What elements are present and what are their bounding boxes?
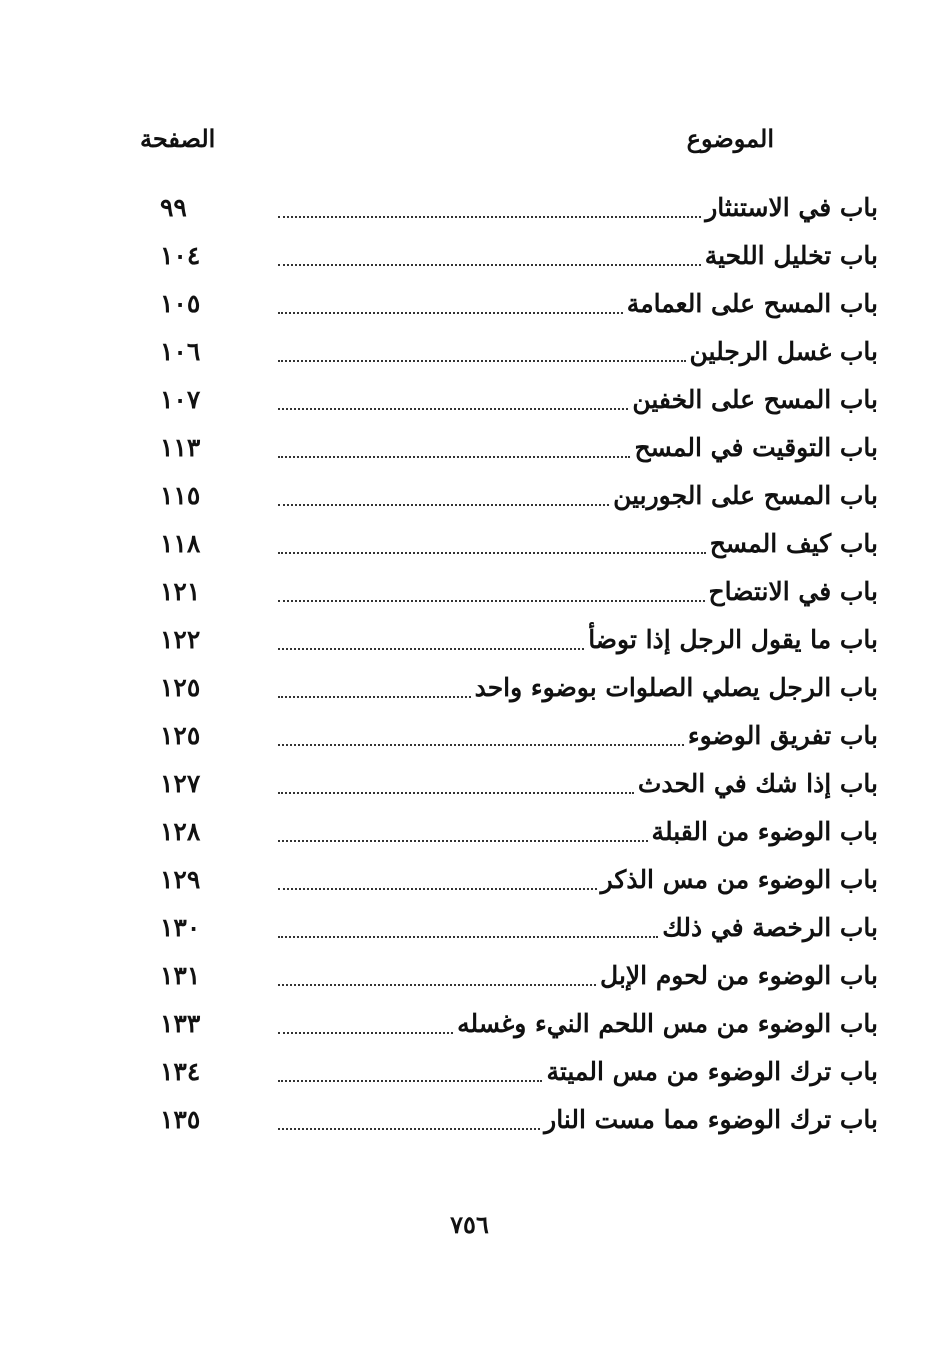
toc-entry-title: باب الوضوء من مس الذكر — [600, 865, 878, 894]
toc-entry-title: باب المسح على الجوربين — [613, 481, 878, 510]
toc-entry-page: ١٢٩ — [160, 865, 201, 894]
dot-leader — [278, 455, 630, 458]
toc-row — [150, 620, 878, 668]
toc-entry-title: باب في الاستنثار — [705, 193, 878, 222]
dot-leader — [278, 839, 648, 842]
dot-leader — [278, 407, 628, 410]
toc-entry — [278, 236, 878, 276]
page-column-heading: الصفحة — [140, 124, 216, 153]
toc-entry — [278, 1100, 878, 1140]
toc-entry — [278, 428, 878, 468]
toc-entry-title: باب الرجل يصلي الصلوات بوضوء واحد — [474, 673, 878, 702]
toc-row — [150, 476, 878, 524]
dot-leader — [278, 647, 584, 650]
toc-entry-title: باب الوضوء من لحوم الإبل — [600, 961, 878, 990]
toc-entry — [278, 956, 878, 996]
toc-entry-page: ١١٥ — [160, 481, 201, 510]
toc-entry — [278, 524, 878, 564]
toc-entry — [278, 764, 878, 804]
toc-entry-page: ٩٩ — [160, 193, 187, 222]
dot-leader — [278, 263, 701, 266]
toc-entry-page: ١٣١ — [160, 961, 201, 990]
toc-entry-page: ١٢٧ — [160, 769, 201, 798]
toc-row — [150, 1100, 878, 1148]
toc-entry-title: باب ترك الوضوء من مس الميتة — [546, 1057, 878, 1086]
toc-entry-page: ١٣٥ — [160, 1105, 201, 1134]
toc-row — [150, 860, 878, 908]
table-of-contents — [150, 188, 878, 1148]
toc-row — [150, 668, 878, 716]
toc-entry-page: ١٠٤ — [160, 241, 201, 270]
dot-leader — [278, 791, 634, 794]
toc-entry-title: باب غسل الرجلين — [689, 337, 878, 366]
topic-column-heading: الموضوع — [686, 124, 774, 153]
toc-row — [150, 908, 878, 956]
toc-entry-title: باب الوضوء من مس اللحم النيء وغسله — [457, 1009, 878, 1038]
toc-entry — [278, 860, 878, 900]
toc-entry — [278, 572, 878, 612]
toc-entry-title: باب تخليل اللحية — [704, 241, 878, 270]
toc-row — [150, 716, 878, 764]
toc-entry — [278, 284, 878, 324]
dot-leader — [278, 695, 471, 698]
toc-entry-page: ١٠٧ — [160, 385, 201, 414]
toc-entry — [278, 380, 878, 420]
toc-entry — [278, 476, 878, 516]
toc-entry — [278, 908, 878, 948]
dot-leader — [278, 935, 658, 938]
dot-leader — [278, 983, 596, 986]
toc-entry-title: باب ما يقول الرجل إذا توضأ — [588, 625, 878, 654]
toc-entry-title: باب الوضوء من القبلة — [651, 817, 878, 846]
toc-entry — [278, 668, 878, 708]
toc-entry-page: ١٠٥ — [160, 289, 201, 318]
toc-row — [150, 188, 878, 236]
toc-entry-page: ١٣٠ — [160, 913, 201, 942]
toc-entry-page: ١٢٢ — [160, 625, 201, 654]
toc-entry-title: باب الرخصة في ذلك — [662, 913, 878, 942]
toc-entry — [278, 716, 878, 756]
dot-leader — [278, 887, 597, 890]
toc-entry — [278, 1052, 878, 1092]
toc-row — [150, 1004, 878, 1052]
toc-entry-title: باب إذا شك في الحدث — [637, 769, 878, 798]
toc-entry — [278, 188, 878, 228]
toc-row — [150, 956, 878, 1004]
dot-leader — [278, 503, 609, 506]
dot-leader — [278, 551, 706, 554]
toc-entry-title: باب التوقيت في المسح — [634, 433, 878, 462]
toc-row — [150, 524, 878, 572]
dot-leader — [278, 359, 686, 362]
toc-entry-title: باب المسح على الخفين — [632, 385, 878, 414]
dot-leader — [278, 1079, 542, 1082]
toc-entry-page: ١١٨ — [160, 529, 201, 558]
dot-leader — [278, 1127, 540, 1130]
toc-entry-page: ١٢٥ — [160, 721, 201, 750]
toc-row — [150, 332, 878, 380]
toc-row — [150, 764, 878, 812]
toc-entry — [278, 620, 878, 660]
toc-entry-page: ١٠٦ — [160, 337, 201, 366]
toc-entry-title: باب المسح على العمامة — [626, 289, 878, 318]
toc-row — [150, 1052, 878, 1100]
toc-entry-page: ١٣٤ — [160, 1057, 201, 1086]
dot-leader — [278, 1031, 453, 1034]
dot-leader — [278, 215, 701, 218]
toc-row — [150, 572, 878, 620]
dot-leader — [278, 743, 684, 746]
toc-entry-page: ١٢٥ — [160, 673, 201, 702]
toc-entry — [278, 812, 878, 852]
toc-entry-page: ١٢١ — [160, 577, 201, 606]
toc-row — [150, 236, 878, 284]
toc-row — [150, 812, 878, 860]
table-header — [0, 124, 939, 164]
toc-entry — [278, 1004, 878, 1044]
toc-entry-page: ١٣٣ — [160, 1009, 201, 1038]
dot-leader — [278, 311, 623, 314]
page-number: ٧٥٦ — [450, 1210, 489, 1239]
dot-leader — [278, 599, 705, 602]
toc-entry-title: باب في الانتضاح — [708, 577, 878, 606]
toc-row — [150, 428, 878, 476]
toc-entry-page: ١١٣ — [160, 433, 201, 462]
toc-entry-page: ١٢٨ — [160, 817, 201, 846]
toc-entry — [278, 332, 878, 372]
toc-entry-title: باب ترك الوضوء مما مست النار — [544, 1105, 878, 1134]
toc-entry-title: باب كيف المسح — [709, 529, 878, 558]
toc-row — [150, 380, 878, 428]
toc-row — [150, 284, 878, 332]
toc-entry-title: باب تفريق الوضوء — [687, 721, 878, 750]
